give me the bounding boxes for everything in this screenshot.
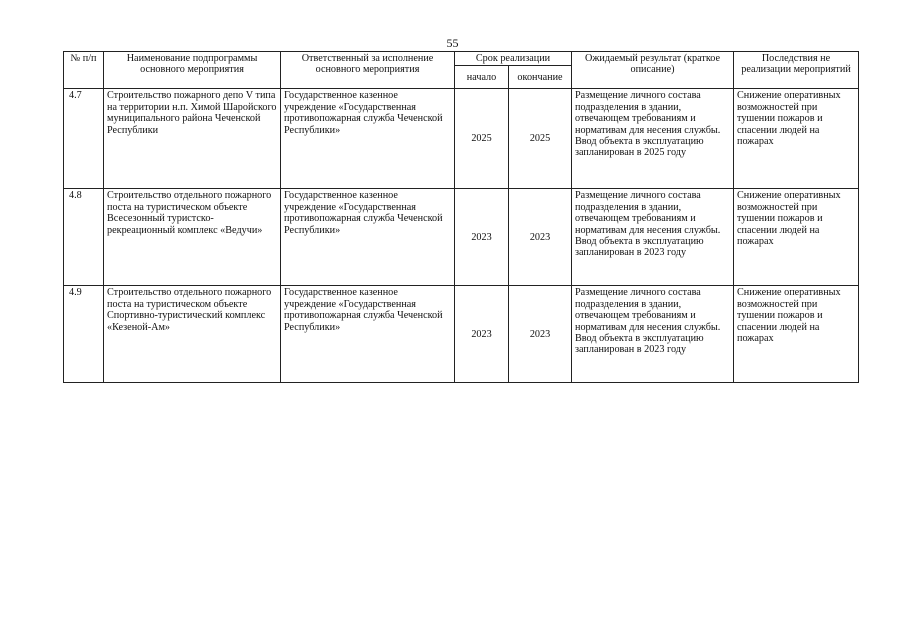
table-row	[64, 89, 859, 189]
header-result: Ожидаемый результат (краткое описание)	[572, 52, 734, 89]
row-start: 2023	[455, 286, 509, 383]
row-name: Строительство отдельного пожарного поста на туристическом объекте Всесезонный туристско-рекреационный комплекс «Ведучи»	[104, 189, 281, 286]
header-responsible: Ответственный за исполнение основного мероприятия	[281, 52, 455, 89]
row-end: 2025	[509, 89, 572, 189]
header-consequences: Последствия не реализации мероприятий	[734, 52, 859, 89]
page-number: 55	[446, 36, 459, 50]
header-end: окончание	[509, 66, 572, 89]
row-name: Строительство отдельного пожарного поста на туристическом объекте Спортивно-туристический комплекс «Кезеной-Ам»	[104, 286, 281, 383]
measures-table	[63, 51, 859, 383]
table-row	[64, 286, 859, 383]
row-end: 2023	[509, 286, 572, 383]
header-period: Срок реализации	[455, 52, 572, 66]
row-responsible: Государственное казенное учреждение «Государственная противопожарная служба Чеченской Республики»	[281, 89, 455, 189]
header-start: начало	[455, 66, 509, 89]
row-num: 4.9	[64, 286, 104, 383]
row-start: 2023	[455, 189, 509, 286]
row-result: Размещение личного состава подразделения в здании, отвечающем требованиям и нормативам для несения службы. Ввод объекта в эксплуатацию запланирован в 2023 году	[572, 189, 734, 286]
row-consequences: Снижение оперативных возможностей при тушении пожаров и спасении людей на пожарах	[734, 286, 859, 383]
row-responsible: Государственное казенное учреждение «Государственная противопожарная служба Чеченской Республики»	[281, 286, 455, 383]
row-result: Размещение личного состава подразделения в здании, отвечающем требованиям и нормативам для несения службы. Ввод объекта в эксплуатацию запланирован в 2025 году	[572, 89, 734, 189]
row-num: 4.8	[64, 189, 104, 286]
row-consequences: Снижение оперативных возможностей при тушении пожаров и спасении людей на пожарах	[734, 89, 859, 189]
row-start: 2025	[455, 89, 509, 189]
row-result: Размещение личного состава подразделения в здании, отвечающем требованиям и нормативам для несения службы. Ввод объекта в эксплуатацию запланирован в 2023 году	[572, 286, 734, 383]
header-num: № п/п	[64, 52, 104, 89]
table-row	[64, 189, 859, 286]
header-name: Наименование подпрограммы основного мероприятия	[104, 52, 281, 89]
row-consequences: Снижение оперативных возможностей при тушении пожаров и спасении людей на пожарах	[734, 189, 859, 286]
row-num: 4.7	[64, 89, 104, 189]
row-responsible: Государственное казенное учреждение «Государственная противопожарная служба Чеченской Республики»	[281, 189, 455, 286]
row-name: Строительство пожарного депо V типа на территории н.п. Химой Шаройского муниципального района Чеченской Республики	[104, 89, 281, 189]
row-end: 2023	[509, 189, 572, 286]
